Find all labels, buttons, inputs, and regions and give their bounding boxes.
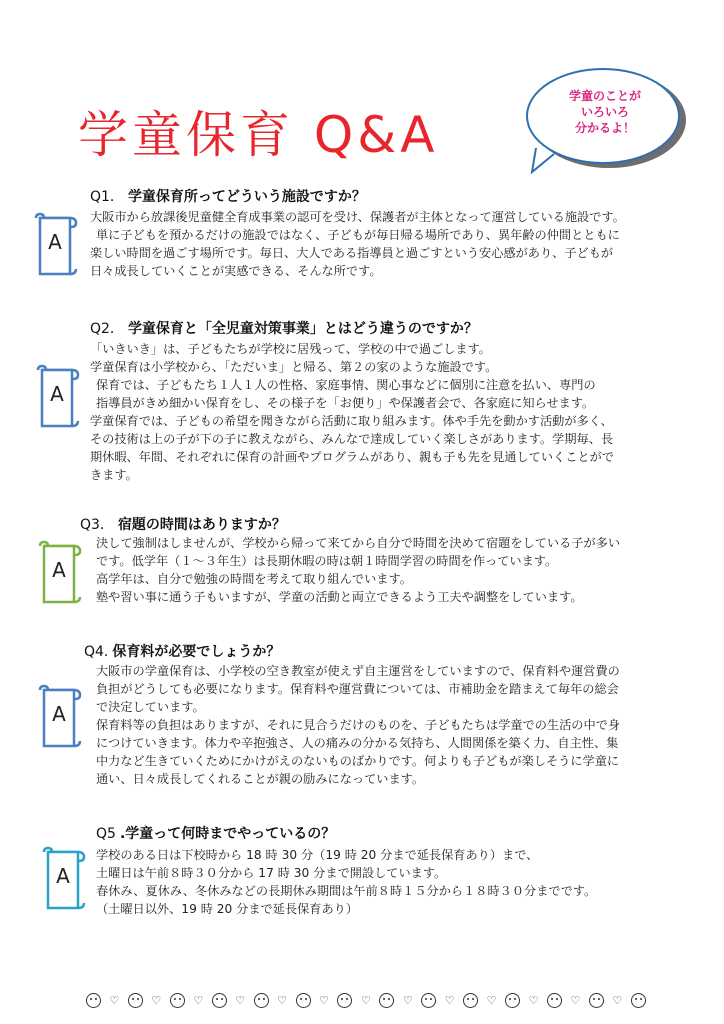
answer-line: 日々成長していくことが実感できる、そんな所です。: [90, 264, 382, 278]
question-4: [84, 641, 280, 661]
answer-scroll-icon: [38, 684, 84, 750]
smiley-face-icon: [379, 993, 394, 1008]
answer-letter: A: [56, 864, 70, 888]
answer-line: です。低学年（１～３年生）は長期休暇の時は朝１時間学習の時間を作っています。: [96, 554, 558, 568]
answer-line: その技術は上の子が下の子に教えながら、みんなで達成していく楽しさがあります。学期毎、長: [90, 432, 614, 446]
heart-icon: ♡: [402, 993, 413, 1007]
answer-line: 高学年は、自分で勉強の時間を考えて取り組んでいます。: [96, 572, 412, 586]
answer-4: [96, 662, 620, 788]
answer-line: 保育では、子どもたち１人１人の性格、家庭事情、関心事などに個別に注意を払い、専門の: [96, 378, 596, 392]
question-number: Q3．: [80, 517, 114, 533]
answer-line: きます。: [90, 468, 138, 482]
answer-line: 「いきいき」は、子どもたちが学校に居残って、学校の中で過ごします。: [90, 342, 491, 356]
answer-line: 中力など生きていくためにかけがえのないものばかりです。何よりも子どもが楽しそうに学童に: [96, 754, 620, 768]
answer-line: 期休暇、年間、それぞれに保育の計画やプログラムがあり、親も子も先を見通していくことがで: [90, 450, 614, 464]
answer-letter: A: [52, 702, 66, 726]
speech-bubble-tail: [530, 146, 560, 176]
question-text: 学童保育と「全児童対策事業」とはどう違うのですか？: [127, 321, 478, 337]
answer-line: 大阪市の学童保育は、小学校の空き教室が使えず自主運営をしていますので、保育料や運営費の: [96, 664, 620, 678]
smiley-face-icon: [170, 993, 185, 1008]
heart-icon: ♡: [360, 993, 371, 1007]
answer-3: [96, 534, 620, 606]
smiley-face-icon: [254, 993, 269, 1008]
question-text: .学童って何時までやっているの？: [119, 826, 336, 842]
answer-letter: A: [52, 558, 66, 582]
heart-icon: ♡: [444, 993, 455, 1007]
answer-line: 学童保育は小学校から、「ただいま」と帰る、第２の家のような施設です。: [90, 360, 498, 374]
smiley-face-icon: [421, 993, 436, 1008]
smiley-face-icon: [463, 993, 478, 1008]
answer-scroll-icon: [42, 846, 88, 912]
answer-line: 保育料等の負担はありますが、それに見合うだけのものを、子どもたちは学童での生活の中で身: [96, 718, 621, 732]
answer-scroll-icon: [38, 540, 84, 606]
answer-1: [90, 208, 625, 280]
smiley-face-icon: [631, 993, 646, 1008]
answer-line: 指導員がきめ細かい保育をし、その様子を「お便り」や保護者会で、各家庭に知らせます。: [96, 396, 595, 410]
answer-line: 塾や習い事に通う子もいますが、学童の活動と両立できるよう工夫や調整をしています。: [96, 590, 583, 604]
smiley-face-icon: [505, 993, 520, 1008]
smiley-face-icon: [128, 993, 143, 1008]
heart-icon: ♡: [277, 993, 288, 1007]
smiley-face-icon: [337, 993, 352, 1008]
question-number: Q2．: [90, 321, 124, 337]
smiley-face-icon: [547, 993, 562, 1008]
answer-line: （土曜日以外、19 時 20 分まで延長保育あり）: [96, 902, 359, 916]
question-3: [80, 514, 286, 534]
answer-5: [96, 846, 596, 918]
answer-scroll-icon: [34, 212, 80, 278]
page-title: 学童保育 Q&A: [78, 106, 439, 164]
answer-line: 学童保育では、子どもの希望を聞きながら活動に取り組みます。体や手先を動かす活動が多く、: [90, 414, 613, 428]
answer-scroll-icon: [36, 364, 82, 430]
question-text: 宿題の時間はありますか？: [117, 517, 286, 533]
question-number: Q1．: [90, 189, 124, 205]
answer-letter: A: [50, 382, 64, 406]
answer-2: [90, 340, 614, 484]
answer-line: 楽しい時間を過ごす場所です。毎日、大人である指導員と過ごすという安心感があり、子どもが: [90, 246, 614, 260]
heart-icon: ♡: [528, 993, 539, 1007]
question-1: [90, 186, 366, 206]
answer-line: 単に子どもを預かるだけの施設ではなく、子どもが毎日帰る場所であり、異年齢の仲間とともに: [96, 228, 620, 242]
bubble-line: 学童のことが: [568, 89, 641, 103]
answer-line: 学校のある日は下校時から 18 時 30 分（19 時 20 分まで延長保育あり）まで、: [96, 848, 539, 862]
answer-letter: A: [48, 230, 62, 254]
heart-icon: ♡: [109, 993, 120, 1007]
heart-icon: ♡: [151, 993, 162, 1007]
speech-bubble-text: [560, 88, 650, 136]
answer-line: 決して強制はしませんが、学校から帰って来てから自分で時間を決めて宿題をしている子が多い: [96, 536, 621, 550]
smiley-face-icon: [86, 993, 101, 1008]
heart-icon: ♡: [612, 993, 623, 1007]
question-number: Q4.: [84, 644, 109, 660]
question-number: Q5: [96, 826, 116, 842]
footer-decoration: [86, 990, 646, 1010]
bubble-line: 分かるよ！: [574, 121, 635, 135]
heart-icon: ♡: [319, 993, 329, 1007]
heart-icon: ♡: [570, 993, 581, 1007]
question-2: [90, 318, 478, 338]
answer-line: 負担がどうしても必要になります。保育料や運営費については、市補助金を踏まえて毎年の総会: [96, 682, 619, 696]
heart-icon: ♡: [235, 993, 246, 1007]
smiley-face-icon: [212, 993, 227, 1008]
answer-line: 通い、日々成長してくれることが親の励みになっています。: [96, 772, 425, 786]
answer-line: 大阪市から放課後児童健全育成事業の認可を受け、保護者が主体となって運営している施設です。: [90, 210, 625, 224]
answer-line: で決定しています。: [96, 700, 205, 714]
answer-line: 土曜日は午前８時３０分から 17 時 30 分まで開設しています。: [96, 866, 447, 880]
question-5: [96, 823, 335, 843]
answer-line: につけていきます。体力や辛抱強さ、人の痛みの分かる気持ち、人間関係を築く力、自主性、集: [96, 736, 619, 750]
smiley-face-icon: [589, 993, 604, 1008]
heart-icon: ♡: [193, 993, 204, 1007]
heart-icon: ♡: [486, 993, 497, 1007]
question-text: 保育料が必要でしょうか？: [112, 644, 281, 660]
answer-line: 春休み、夏休み、冬休みなどの長期休み期間は午前８時１５分から１８時３０分までです。: [96, 884, 597, 898]
bubble-line: いろいろ: [580, 105, 629, 119]
question-text: 学童保育所ってどういう施設ですか？: [127, 189, 366, 205]
smiley-face-icon: [296, 993, 311, 1008]
